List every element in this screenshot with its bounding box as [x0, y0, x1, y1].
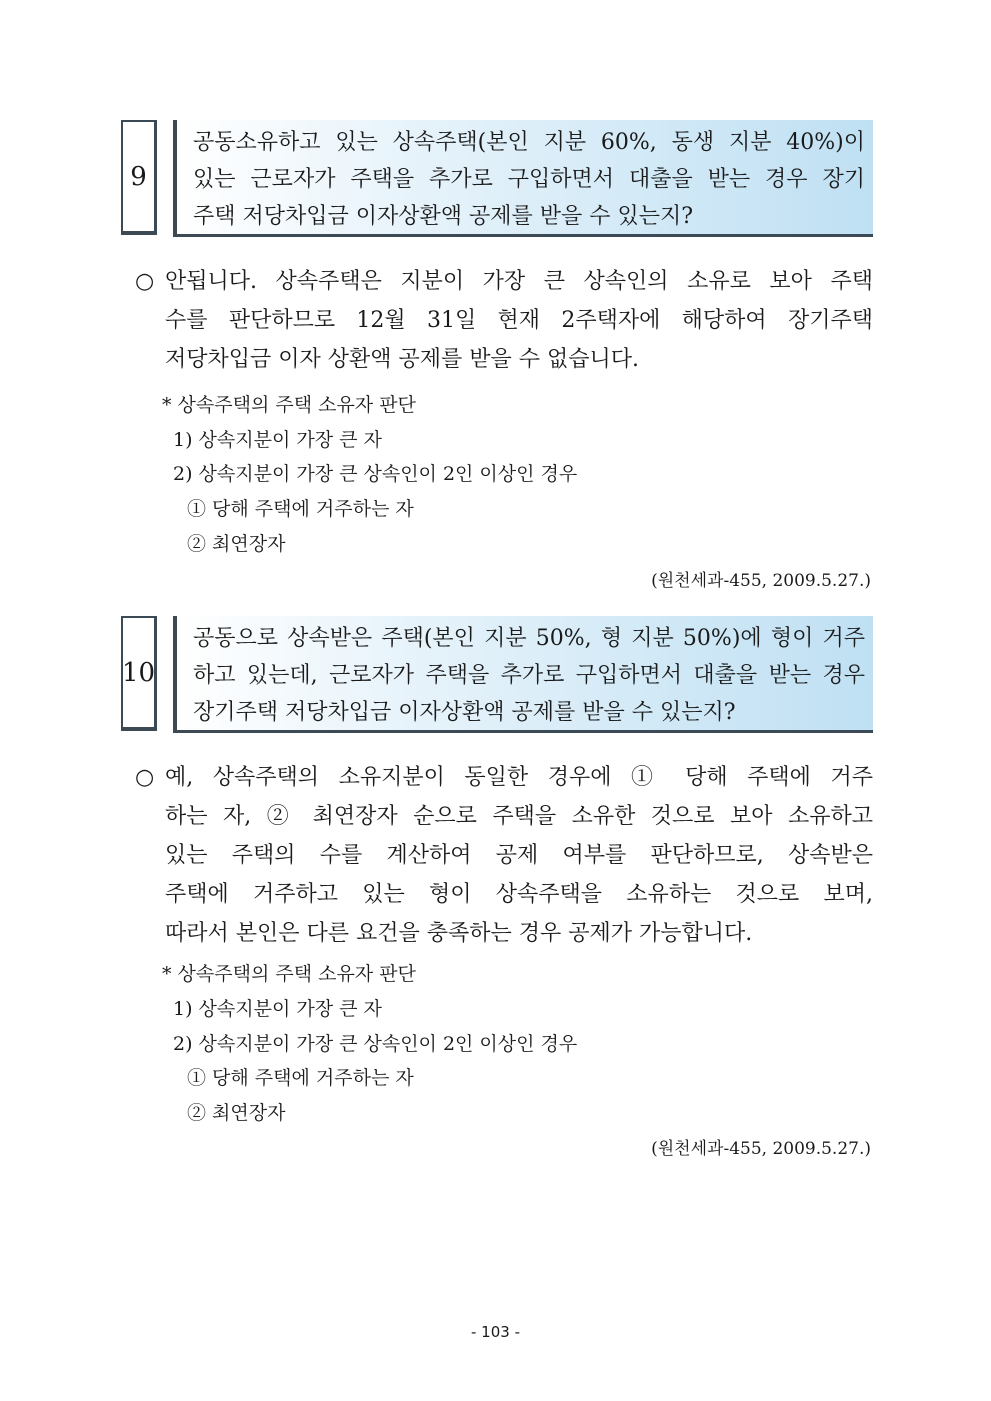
- question-line: 장기주택 저당차입금 이자상환액 공제를 받을 수 있는지?: [193, 700, 736, 725]
- question-text: [173, 616, 873, 733]
- question-number: 9: [121, 120, 157, 235]
- answer-paragraph-10: [135, 758, 873, 953]
- question-line: 공동소유하고 있는 상속주택(본인 지분 60%, 동생 지분 40%)이: [193, 130, 865, 155]
- note-item: 1) 상속지분이 가장 큰 자: [173, 429, 382, 451]
- note-item: 1) 상속지분이 가장 큰 자: [173, 998, 382, 1020]
- note-heading: * 상속주택의 주택 소유자 판단: [162, 394, 416, 416]
- answer-bullet: ○: [135, 269, 155, 294]
- question-box-10: [121, 616, 873, 736]
- answer-line: 예, 상속주택의 소유지분이 동일한 경우에 ① 당해 주택에 거주: [165, 765, 873, 790]
- question-line: 주택 저당차입금 이자상환액 공제를 받을 수 있는지?: [193, 204, 694, 229]
- question-line: 하고 있는데, 근로자가 주택을 추가로 구입하면서 대출을 받는 경우: [193, 663, 865, 688]
- note-subitem: ② 최연장자: [187, 1102, 286, 1124]
- note-subitem: ② 최연장자: [187, 533, 286, 555]
- answer-line: 수를 판단하므로 12월 31일 현재 2주택자에 해당하여 장기주택: [165, 308, 873, 333]
- note-item: 2) 상속지분이 가장 큰 상속인이 2인 이상인 경우: [173, 463, 578, 485]
- answer-line: 하는 자, ② 최연장자 순으로 주택을 소유한 것으로 보아 소유하고: [165, 804, 873, 829]
- citation: (원천세과-455, 2009.5.27.): [651, 1139, 871, 1159]
- page-number: - 103 -: [471, 1323, 520, 1341]
- answer-line: 주택에 거주하고 있는 형이 상속주택을 소유하는 것으로 보며,: [165, 882, 873, 907]
- question-box-9: [121, 120, 873, 240]
- answer-paragraph-9: [135, 262, 873, 379]
- question-text: [173, 120, 873, 237]
- note-heading: * 상속주택의 주택 소유자 판단: [162, 963, 416, 985]
- note-item: 2) 상속지분이 가장 큰 상속인이 2인 이상인 경우: [173, 1033, 578, 1055]
- answer-line: 안됩니다. 상속주택은 지분이 가장 큰 상속인의 소유로 보아 주택: [165, 269, 873, 294]
- question-line: 공동으로 상속받은 주택(본인 지분 50%, 형 지분 50%)에 형이 거주: [193, 626, 865, 651]
- answer-bullet: ○: [135, 765, 155, 790]
- question-number: 10: [121, 616, 157, 731]
- citation: (원천세과-455, 2009.5.27.): [651, 571, 871, 591]
- note-subitem: ① 당해 주택에 거주하는 자: [187, 498, 414, 520]
- answer-line: 있는 주택의 수를 계산하여 공제 여부를 판단하므로, 상속받은: [165, 843, 873, 868]
- answer-line: 따라서 본인은 다른 요건을 충족하는 경우 공제가 가능합니다.: [165, 921, 753, 946]
- answer-line: 저당차입금 이자 상환액 공제를 받을 수 없습니다.: [165, 347, 639, 372]
- question-line: 있는 근로자가 주택을 추가로 구입하면서 대출을 받는 경우 장기: [193, 167, 865, 192]
- note-subitem: ① 당해 주택에 거주하는 자: [187, 1067, 414, 1089]
